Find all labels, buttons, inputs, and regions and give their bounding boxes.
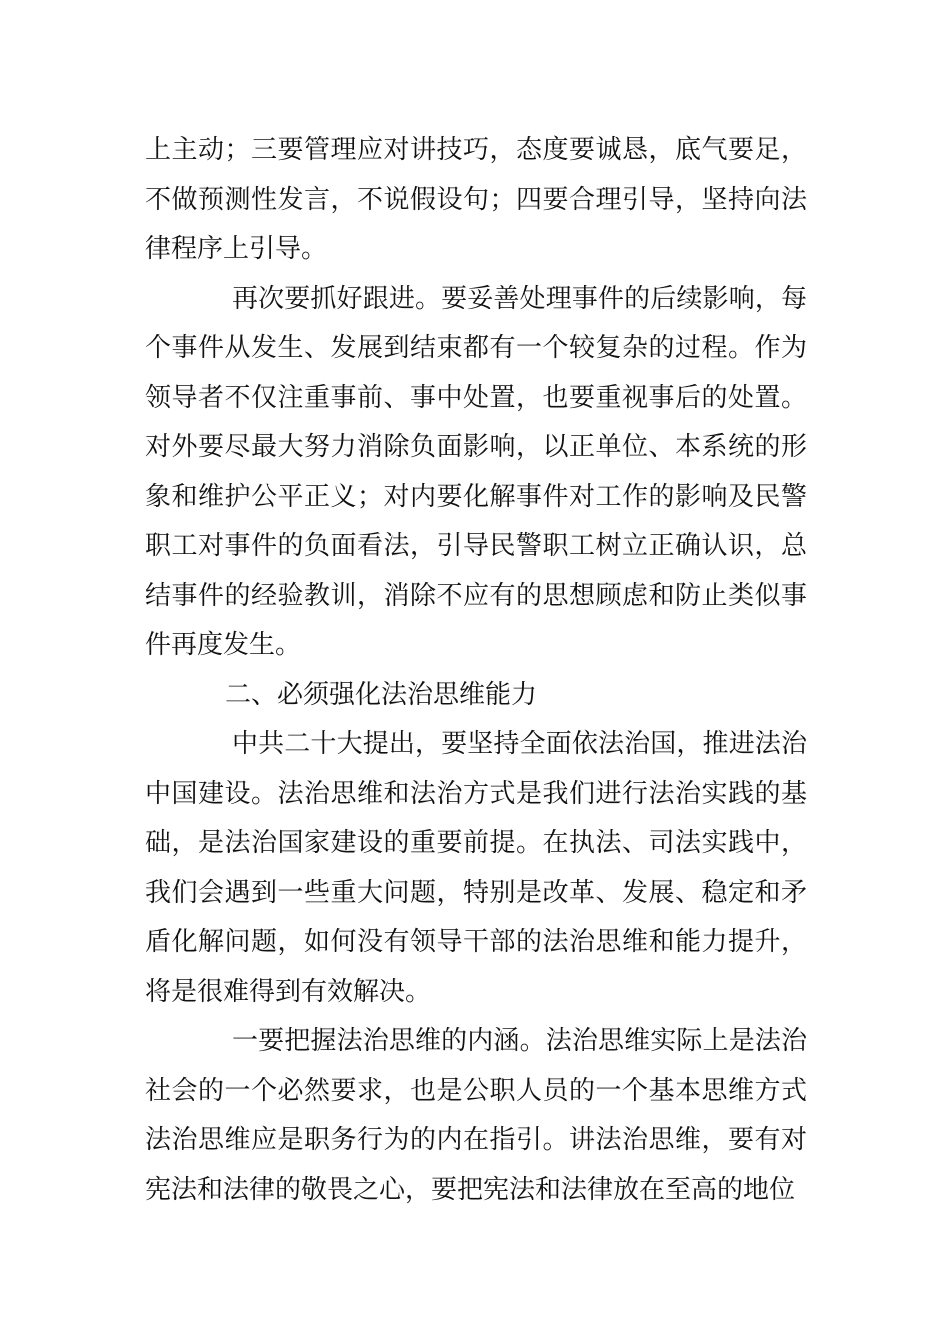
paragraph-legal-thinking: 一要把握法治思维的内涵。法治思维实际上是法治社会的一个必然要求，也是公职人员的一个基本思维方式法治思维应是职务行为的内在指引。讲法治思维，要有对宪法和法律的敬畏之心，要把宪法和法律放在至高的地位 [145,1026,807,1205]
document-body [145,126,807,1215]
paragraph-follow-up: 再次要抓好跟进。要妥善处理事件的后续影响，每个事件从发生、发展到结束都有一个较复杂的过程。作为领导者不仅注重事前、事中处置，也要重视事后的处置。对外要尽最大努力消除负面影响，以正单位、本系统的形象和维护公平正义；对内要化解事件对工作的影响及民警职工对事件的负面看法，引导民警职工树立正确认识，总结事件的经验教训，消除不应有的思想顾虑和防止类似事件再度发生。 [145,283,807,660]
paragraph-rule-of-law: 中共二十大提出，要坚持全面依法治国，推进法治中国建设。法治思维和法治方式是我们进行法治实践的基础，是法治国家建设的重要前提。在执法、司法实践中，我们会遇到一些重大问题，特别是改革、发展、稳定和矛盾化解问题，如何没有领导干部的法治思维和能力提升，将是很难得到有效解决。 [145,729,807,1007]
paragraph-continuation: 上主动；三要管理应对讲技巧，态度要诚恳，底气要足，不做预测性发言，不说假设句；四要合理引导，坚持向法律程序上引导。 [145,135,807,264]
section-heading: 二、必须强化法治思维能力 [225,679,538,710]
